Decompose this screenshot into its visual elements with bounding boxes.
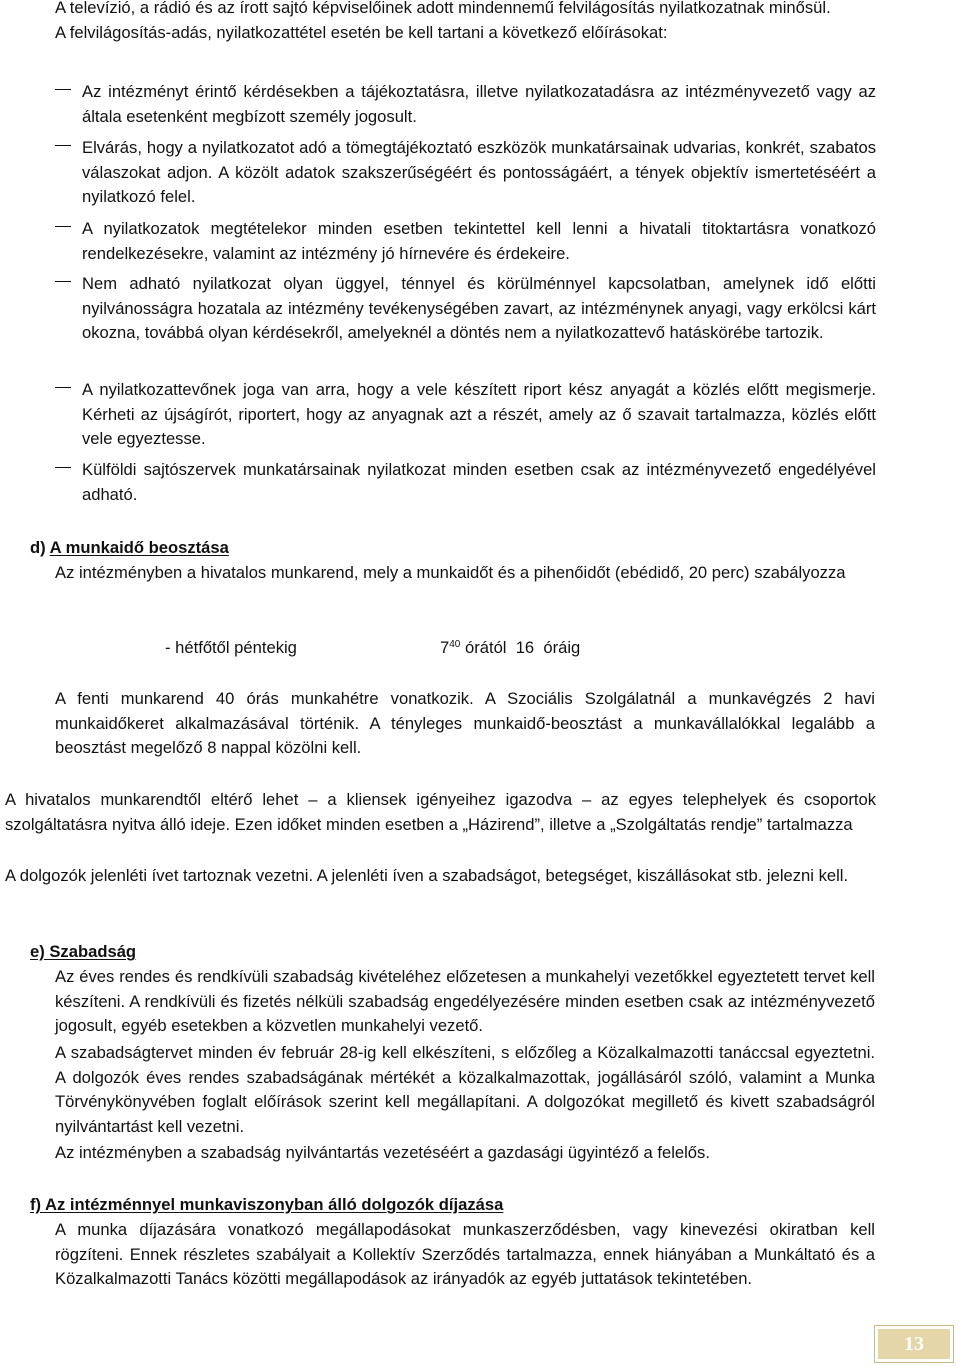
section-d-paragraph-3: A hivatalos munkarendtől eltérő lehet – a kliensek igényeihez igazodva – az egyes telephelyek és csoportok szolgáltatásra nyitva álló ideje. Ezen időket minden esetben a „Házirend”, illetve a „Szolgáltatás rendje” tartalmazza — [5, 790, 876, 834]
section-d-paragraph-2: A fenti munkarend 40 órás munkahétre vonatkozik. A Szociális Szolgálatnál a munkavégzés 2 havi munkaidőkeret alkalmazásával történik. A tényleges munkaidő-beosztást a munkavállalókkal legalább a beosztást megelőző 8 nappal közölni kell. — [55, 689, 875, 758]
schedule-range: órától 16 óráig — [460, 638, 581, 657]
intro-paragraph — [55, 0, 875, 45]
section-f-paragraph-1: A munka díjazására vonatkozó megállapodásokat munkaszerződésben, vagy kinevezési okiratban kell rögzíteni. Ennek részletes szabályait a Kollektív Szerződés tartalmazza, ennek hiányában a Munkáltató és a Közalkalmazotti Tanács közötti megállapodások az irányadók az egyéb juttatások tekintetében. — [55, 1220, 875, 1289]
schedule-time — [440, 636, 580, 660]
rule-text: Nem adható nyilatkozat olyan üggyel, ténnyel és körülménnyel kapcsolatban, amelynek idő előtti nyilvánosságra hozatala az intézmény tevékenységében zavart, az intézménynek anyagi, vagy erkölcsi kárt okozna, továbbá olyan kérdésekről, amelyeknél a döntés nem a nyilatkozattevő hatáskörébe tartozik. — [82, 274, 876, 343]
section-f-heading — [30, 1193, 503, 1217]
dash-bullet-icon — [55, 226, 71, 227]
section-d-title: A munkaidő beosztása — [49, 538, 229, 557]
section-f-title: f) Az intézménnyel munkaviszonyban álló dolgozók díjazása — [30, 1195, 504, 1214]
section-d-prefix: d) — [30, 538, 50, 557]
intro-line-1: A televízió, a rádió és az írott sajtó képviselőinek adott mindennemű felvilágosítás nyilatkozatnak minősül. — [55, 0, 831, 17]
section-e-paragraph-1: Az éves rendes és rendkívüli szabadság kivételéhez előzetesen a munkahelyi vezetőkkel egyeztetett tervet kell készíteni. A rendkívüli és fizetés nélküli szabadság engedélyezésére minden esetben csak az intézményvezető jogosult, egyéb esetekben a közvetlen munkahelyi vezető. — [55, 967, 875, 1036]
dash-bullet-icon — [55, 145, 71, 146]
rule-text: Az intézményt érintő kérdésekben a tájékoztatásra, illetve nyilatkozatadásra az intézményvezető vagy az általa esetenként megbízott személy jogosult. — [82, 82, 876, 126]
rule-text: Elvárás, hogy a nyilatkozatot adó a tömegtájékoztató eszközök munkatársainak udvarias, konkrét, szabatos válaszokat adjon. A közölt adatok szakszerűségéért és pontosságáért, a tények objektív ismertetéséért a nyilatkozó felel. — [82, 138, 876, 207]
intro-line-2: A felvilágosítás-adás, nyilatkozattétel esetén be kell tartani a következő előírásokat: — [55, 22, 668, 42]
page-number: 13 — [904, 1332, 924, 1355]
schedule-hour: 7 — [440, 638, 450, 657]
dash-bullet-icon — [55, 281, 71, 282]
section-d-heading — [30, 536, 229, 560]
rule-text: A nyilatkozattevőnek joga van arra, hogy a vele készített riport kész anyagát a közlés előtt megismerje. Kérheti az újságírót, riportert, hogy az anyagnak azt a részét, amely az ő szavait tartalmazza, közlés előtt vele egyeztesse. — [82, 380, 876, 449]
section-e-paragraph-2: A szabadságtervet minden év február 28-ig kell elkészíteni, s előzőleg a Közalkalmazotti tanáccsal egyeztetni. A dolgozók éves rendes szabadságának mértékét a közalkalmazottak, jogállásáról szóló, valamint a Munka Törvénykönyvében foglalt előírások szerint kell megállapítani. A dolgozókat megillető és kivett szabadságról nyilvántartást kell vezetni. — [55, 1043, 875, 1136]
dash-bullet-icon — [55, 89, 71, 90]
dash-bullet-icon — [55, 387, 71, 388]
dash-bullet-icon — [55, 467, 71, 468]
section-e-paragraph-3: Az intézményben a szabadság nyilvántartás vezetéséért a gazdasági ügyintéző a felelős. — [55, 1143, 710, 1162]
rule-text: Külföldi sajtószervek munkatársainak nyilatkozat minden esetben csak az intézményvezető engedélyével adható. — [82, 460, 876, 504]
schedule-minutes: 40 — [449, 639, 461, 650]
section-d-paragraph-1: Az intézményben a hivatalos munkarend, mely a munkaidőt és a pihenőidőt (ebédidő, 20 perc) szabályozza — [55, 563, 846, 582]
page-number-box — [874, 1325, 954, 1363]
schedule-days: - hétfőtől péntekig — [165, 638, 297, 657]
section-d-paragraph-4: A dolgozók jelenléti ívet tartoznak vezetni. A jelenléti íven a szabadságot, betegséget, kiszállásokat stb. jelezni kell. — [5, 866, 849, 885]
rule-text: A nyilatkozatok megtételekor minden esetben tekintettel kell lenni a hivatali titoktartásra vonatkozó rendelkezésekre, valamint az intézmény jó hírnevére és érdekeire. — [82, 219, 876, 263]
section-e-heading — [30, 940, 136, 964]
page-number-background — [878, 1329, 950, 1359]
section-e-title: e) Szabadság — [30, 942, 137, 961]
